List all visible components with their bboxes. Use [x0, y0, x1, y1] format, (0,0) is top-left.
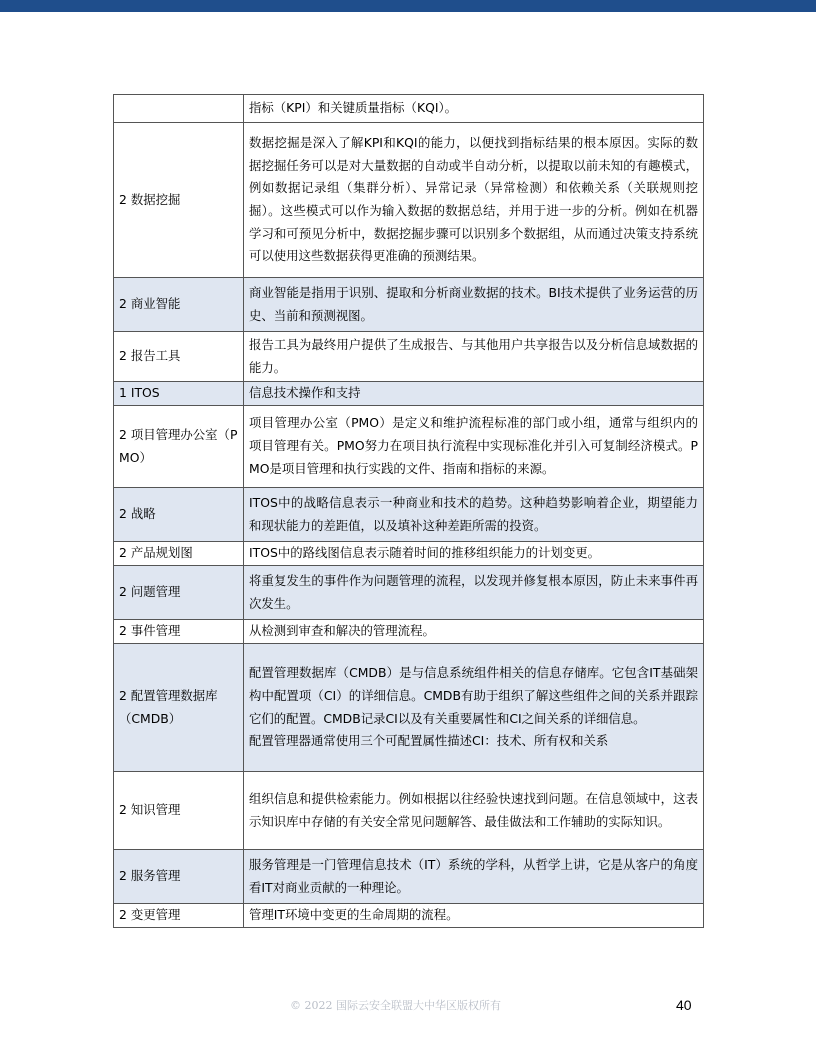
- footer-copyright: © 2022 国际云安全联盟大中华区版权所有: [290, 999, 501, 1012]
- term-cell: [114, 95, 244, 123]
- description-cell: 组织信息和提供检索能力。例如根据以往经验快速找到问题。在信息领域中，这表示知识库中存储的有关安全常见问题解答、最佳做法和工作辅助的实际知识。: [244, 772, 704, 850]
- table-row: [114, 566, 704, 620]
- description-cell: 将重复发生的事件作为问题管理的流程，以发现并修复根本原因，防止未来事件再次发生。: [244, 566, 704, 620]
- page-number: 40: [676, 997, 692, 1013]
- term-cell: 2 问题管理: [114, 566, 244, 620]
- description-cell: [244, 644, 704, 772]
- term-cell: 2 事件管理: [114, 620, 244, 644]
- table-row: [114, 332, 704, 382]
- description-cell: 管理IT环境中变更的生命周期的流程。: [244, 904, 704, 928]
- glossary-table: [113, 94, 704, 928]
- description-cell: 指标（KPI）和关键质量指标（KQI）。: [244, 95, 704, 123]
- term-cell: 2 报告工具: [114, 332, 244, 382]
- table-row: [114, 278, 704, 332]
- term-cell: 2 配置管理数据库（CMDB）: [114, 644, 244, 772]
- term-cell: 2 产品规划图: [114, 542, 244, 566]
- table-row: [114, 850, 704, 904]
- description-cell: 数据挖掘是深入了解KPI和KQI的能力，以便找到指标结果的根本原因。实际的数据挖掘任务可以是对大量数据的自动或半自动分析，以提取以前未知的有趣模式，例如数据记录组（集群分析）、异常记录（异常检测）和依赖关系（关联规则挖掘）。这些模式可以作为输入数据的数据总结，并用于进一步的分析。例如在机器学习和可预见分析中，数据挖掘步骤可以识别多个数据组，从而通过决策支持系统可以使用这些数据获得更准确的预测结果。: [244, 123, 704, 278]
- term-cell: 2 战略: [114, 488, 244, 542]
- description-paragraph: 配置管理器通常使用三个可配置属性描述CI：技术、所有权和关系: [249, 733, 609, 749]
- table-row: [114, 772, 704, 850]
- table-row: [114, 95, 704, 123]
- description-cell: ITOS中的战略信息表示一种商业和技术的趋势。这种趋势影响着企业，期望能力和现状能力的差距值，以及填补这种差距所需的投资。: [244, 488, 704, 542]
- term-cell: 2 知识管理: [114, 772, 244, 850]
- description-cell: 从检测到审查和解决的管理流程。: [244, 620, 704, 644]
- table-row: [114, 904, 704, 928]
- term-cell: 2 变更管理: [114, 904, 244, 928]
- table-row: [114, 123, 704, 278]
- description-cell: 项目管理办公室（PMO）是定义和维护流程标准的部门或小组，通常与组织内的项目管理有关。PMO努力在项目执行流程中实现标准化并引入可复制经济模式。PMO是项目管理和执行实践的文件、指南和指标的来源。: [244, 406, 704, 488]
- description-cell: 商业智能是指用于识别、提取和分析商业数据的技术。BI技术提供了业务运营的历史、当前和预测视图。: [244, 278, 704, 332]
- table-row: [114, 488, 704, 542]
- table-row: [114, 406, 704, 488]
- term-cell: 2 项目管理办公室（PMO）: [114, 406, 244, 488]
- term-cell: 2 数据挖掘: [114, 123, 244, 278]
- table-row: [114, 620, 704, 644]
- table-row: [114, 644, 704, 772]
- table-row: [114, 382, 704, 406]
- term-cell: 1 ITOS: [114, 382, 244, 406]
- header-bar: [0, 0, 816, 12]
- description-cell: 报告工具为最终用户提供了生成报告、与其他用户共享报告以及分析信息域数据的能力。: [244, 332, 704, 382]
- description-paragraph: 配置管理数据库（CMDB）是与信息系统组件相关的信息存储库。它包含IT基础架构中配置项（CI）的详细信息。CMDB有助于组织了解这些组件之间的关系并跟踪它们的配置。CMDB记录CI以及有关重要属性和CI之间关系的详细信息。: [249, 665, 698, 726]
- term-cell: 2 服务管理: [114, 850, 244, 904]
- table-row: [114, 542, 704, 566]
- description-cell: 信息技术操作和支持: [244, 382, 704, 406]
- description-cell: 服务管理是一门管理信息技术（IT）系统的学科，从哲学上讲，它是从客户的角度看IT对商业贡献的一种理论。: [244, 850, 704, 904]
- term-cell: 2 商业智能: [114, 278, 244, 332]
- description-cell: ITOS中的路线图信息表示随着时间的推移组织能力的计划变更。: [244, 542, 704, 566]
